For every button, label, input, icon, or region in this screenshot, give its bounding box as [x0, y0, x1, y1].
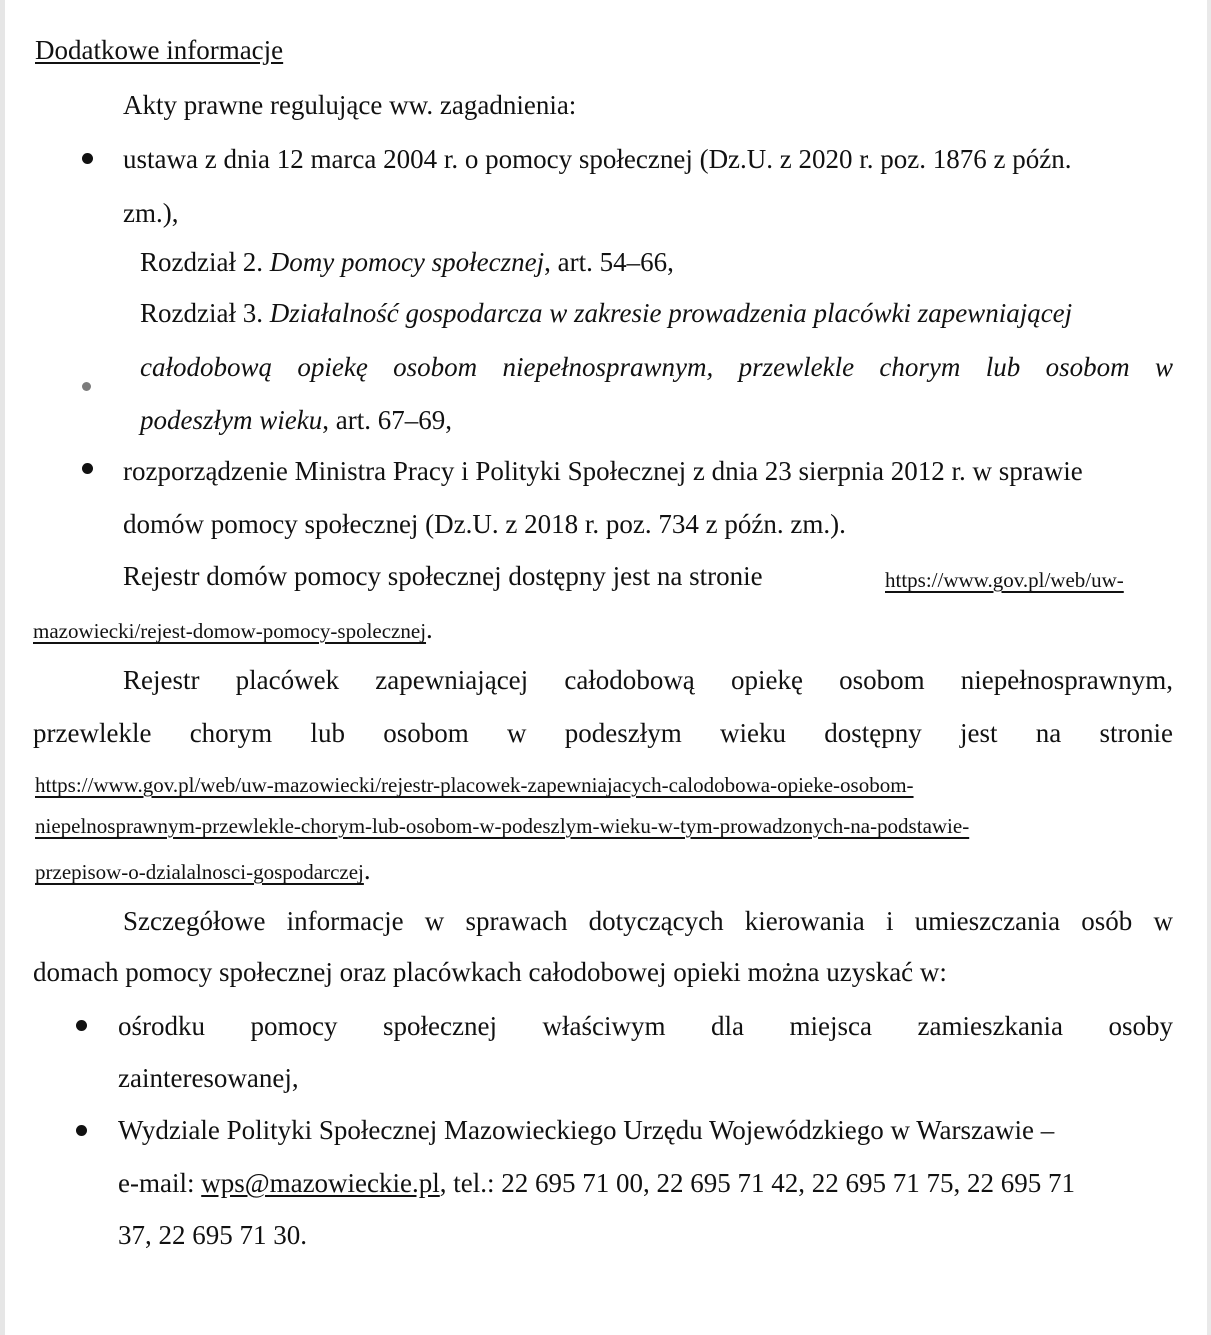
registry1-line2 [33, 612, 433, 648]
chapter3-prefix: Rozdział 3. [140, 298, 270, 328]
section-heading: Dodatkowe informacje [35, 35, 284, 65]
scan-edge-left [0, 0, 5, 1335]
contact2-line2 [118, 1166, 1075, 1200]
bullet-icon [82, 153, 93, 164]
chapter2-prefix: Rozdział 2. [140, 247, 270, 277]
registry2-end: . [363, 855, 371, 885]
chapter2-title: Domy pomocy społecznej [269, 247, 545, 277]
scan-edge-right [1207, 0, 1211, 1335]
law1-line1: ustawa z dnia 12 marca 2004 r. o pomocy społecznej (Dz.U. z 2020 r. poz. 1876 z późn. [123, 144, 1072, 174]
bullet-icon [82, 463, 93, 474]
registry1-end: . [426, 614, 433, 644]
chapter3-line1 [140, 296, 1072, 330]
registry2-link-line3[interactable]: przepisow-o-dzialalnosci-gospodarczej [35, 860, 364, 884]
intro-text: Akty prawne regulujące ww. zagadnienia: [123, 90, 577, 120]
chapter3-suffix: , art. 67–69, [322, 405, 452, 435]
law2-line2: domów pomocy społecznej (Dz.U. z 2018 r. poz. 734 z późn. zm.). [123, 509, 846, 539]
details-line1: Szczegółowe informacje w sprawach dotyczących kierowania i umieszczania osób w [123, 906, 1173, 936]
faint-bullet-icon [82, 382, 91, 391]
law1-line2: zm.), [123, 198, 179, 228]
registry2-line2: przewlekle chorym lub osobom w podeszłym wieku dostępny jest na stronie [33, 718, 1173, 748]
chapter3-title-line1: Działalność gospodarcza w zakresie prowadzenia placówki zapewniającej [269, 298, 1073, 328]
details-line2: domach pomocy społecznej oraz placówkach całodobowej opieki można uzyskać w: [33, 957, 947, 987]
chapter2-suffix: , art. 54–66, [544, 247, 674, 277]
registry1-link-part1[interactable]: https://www.gov.pl/web/uw- [885, 568, 1124, 592]
contact2-line3: 37, 22 695 71 30. [118, 1220, 307, 1250]
registry1-link-part2[interactable]: mazowiecki/rejest-domow-pomocy-spolecznej [33, 619, 427, 643]
email-link[interactable]: wps@mazowieckie.pl [201, 1168, 440, 1198]
email-label: e-mail: [118, 1168, 202, 1198]
chapter3-title-line2: całodobową opiekę osobom niepełnosprawnym, przewlekle chorym lub osobom w [140, 352, 1173, 382]
contact1-line1: ośrodku pomocy społecznej właściwym dla miejsca zamieszkania osoby [118, 1011, 1173, 1041]
phone-numbers: , tel.: 22 695 71 00, 22 695 71 42, 22 695 71 75, 22 695 71 [439, 1168, 1076, 1198]
registry2-link-line3-row [35, 853, 371, 889]
chapter2-line [140, 245, 674, 279]
contact2-line1: Wydziale Polityki Społecznej Mazowieckiego Urzędu Wojewódzkiego w Warszawie – [118, 1115, 1055, 1145]
registry2-link-line1[interactable]: https://www.gov.pl/web/uw-mazowiecki/rejestr-placowek-zapewniajacych-calodobowa-opieke-osobom- [35, 773, 914, 797]
registry2-line1: Rejestr placówek zapewniającej całodobową opiekę osobom niepełnosprawnym, [123, 665, 1173, 695]
bullet-icon [76, 1020, 87, 1031]
contact1-line2: zainteresowanej, [118, 1063, 299, 1093]
chapter3-title-line3: podeszłym wieku [140, 405, 323, 435]
law2-line1: rozporządzenie Ministra Pracy i Polityki Społecznej z dnia 23 sierpnia 2012 r. w sprawie [123, 456, 1083, 486]
bullet-icon [76, 1125, 87, 1136]
chapter3-line3 [140, 403, 452, 437]
registry2-link-line2[interactable]: niepelnosprawnym-przewlekle-chorym-lub-osobom-w-podeszlym-wieku-w-tym-prowadzonych-na-podstawie- [35, 814, 970, 838]
registry1-text: Rejestr domów pomocy społecznej dostępny jest na stronie [123, 561, 763, 591]
